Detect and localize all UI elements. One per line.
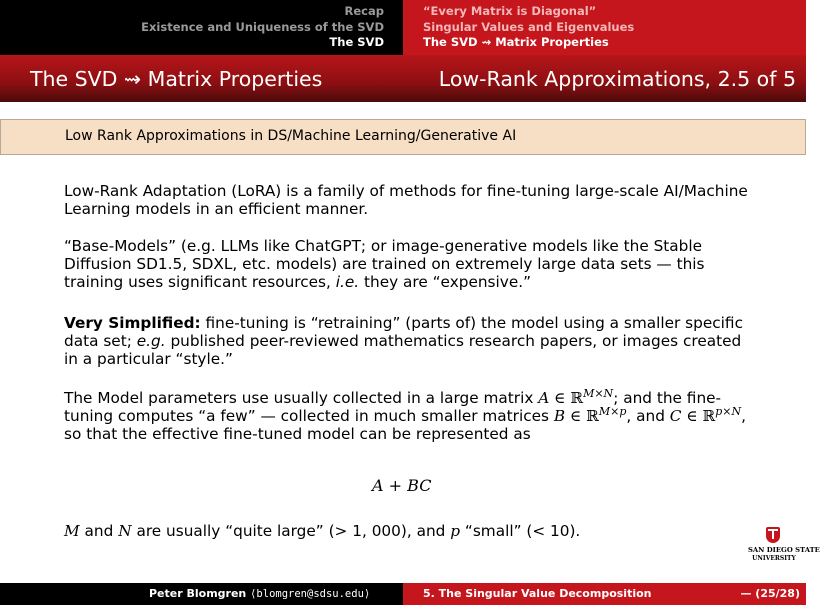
paragraph-simplified-text: fine-tuning is “retraining” (parts of) the model using a smaller specific data set; bbox=[64, 314, 743, 350]
real-set-symbol: ℝ bbox=[702, 407, 716, 425]
footer-bar bbox=[0, 583, 806, 605]
matrix-c-membership: C ∈ bbox=[669, 407, 703, 425]
paragraph-base-models bbox=[64, 237, 754, 291]
var-m: M bbox=[64, 522, 80, 540]
block-heading bbox=[0, 119, 806, 155]
paragraph-simplified bbox=[64, 314, 754, 368]
var-n: N bbox=[118, 522, 132, 540]
nav-link-svd-matrix-properties[interactable]: The SVD ⇝ Matrix Properties bbox=[423, 35, 609, 49]
p5-text-b: are usually “quite large” (> 1, 000), and bbox=[131, 522, 451, 540]
p4-text-d: , so that the effective fine-tuned model can be represented as bbox=[64, 407, 747, 443]
frame-subtitle: Low-Rank Approximations, 2.5 of 5 bbox=[438, 67, 796, 91]
paragraph-base-models-text: “Base-Models” (e.g. LLMs like ChatGPT; or image-generative models like the Stable Diffusion SD1.5, SDXL, etc. models) are trained on extremely large data sets — this training uses significant resources, bbox=[64, 237, 705, 291]
frame-title-bar bbox=[0, 55, 806, 102]
paragraph-lora-text: Low-Rank Adaptation (LoRA) is a family of methods for fine-tuning large-scale AI/Machine Learning models in an efficient manner. bbox=[64, 182, 748, 218]
display-equation: A + BC bbox=[372, 476, 432, 495]
paragraph-sizes bbox=[64, 522, 754, 540]
real-set-symbol: ℝ bbox=[586, 407, 599, 425]
logo-line-1: SAN DIEGO STATE bbox=[748, 546, 820, 554]
dim-m-n: M×N bbox=[583, 386, 614, 400]
p4-text-c: , and bbox=[626, 407, 670, 425]
nav-link-existence-uniqueness[interactable]: Existence and Uniqueness of the SVD bbox=[141, 20, 384, 34]
paragraph-simplified-end: published peer-reviewed mathematics research papers, or images created in a particular “style.” bbox=[64, 332, 742, 368]
paragraph-model-parameters bbox=[64, 386, 754, 443]
footer-section-title[interactable]: 5. The Singular Value Decomposition bbox=[423, 587, 652, 600]
footer-author bbox=[149, 587, 370, 600]
logo-line-2: UNIVERSITY bbox=[752, 555, 796, 562]
footer-left bbox=[0, 583, 403, 605]
nav-link-recap[interactable]: Recap bbox=[344, 4, 384, 18]
eg-abbrev: e.g. bbox=[136, 332, 166, 350]
p4-text-a: The Model parameters use usually collected in a large matrix bbox=[64, 389, 539, 407]
footer-right bbox=[403, 583, 806, 605]
p5-text-a: and bbox=[79, 522, 119, 540]
ie-abbrev: i.e. bbox=[335, 273, 360, 291]
section-nav-left bbox=[0, 0, 403, 55]
author-name: Peter Blomgren bbox=[149, 587, 247, 600]
paragraph-lora bbox=[64, 182, 754, 218]
p5-text-c: “small” (< 10). bbox=[460, 522, 581, 540]
matrix-a-membership: A ∈ bbox=[538, 389, 571, 407]
sdsu-logo bbox=[748, 527, 820, 567]
paragraph-base-models-end: they are “expensive.” bbox=[359, 273, 532, 291]
p4-text-b: ; and the fine-tuning computes “a few” — collected in much smaller matrices bbox=[64, 389, 722, 425]
dim-m-p: M×p bbox=[598, 404, 627, 418]
frame-title: The SVD ⇝ Matrix Properties bbox=[30, 67, 323, 91]
nav-link-the-svd[interactable]: The SVD bbox=[329, 35, 384, 49]
dim-p-n: p×N bbox=[715, 404, 742, 418]
author-email: ⟨blomgren@sdsu.edu⟩ bbox=[250, 588, 371, 600]
real-set-symbol: ℝ bbox=[570, 389, 584, 407]
nav-link-every-matrix-diagonal[interactable]: “Every Matrix is Diagonal” bbox=[423, 4, 597, 18]
var-p: p bbox=[450, 522, 461, 540]
footer-page-number: — (25/28) bbox=[740, 587, 800, 600]
sdsu-shield-icon bbox=[766, 527, 780, 543]
block-heading-text: Low Rank Approximations in DS/Machine Learning/Generative AI bbox=[65, 128, 517, 144]
section-navigation bbox=[0, 0, 806, 55]
subsection-nav-right bbox=[403, 0, 806, 55]
nav-link-singular-values[interactable]: Singular Values and Eigenvalues bbox=[423, 20, 635, 34]
matrix-b-membership: B ∈ bbox=[553, 407, 587, 425]
simplified-label: Very Simplified: bbox=[64, 314, 201, 332]
